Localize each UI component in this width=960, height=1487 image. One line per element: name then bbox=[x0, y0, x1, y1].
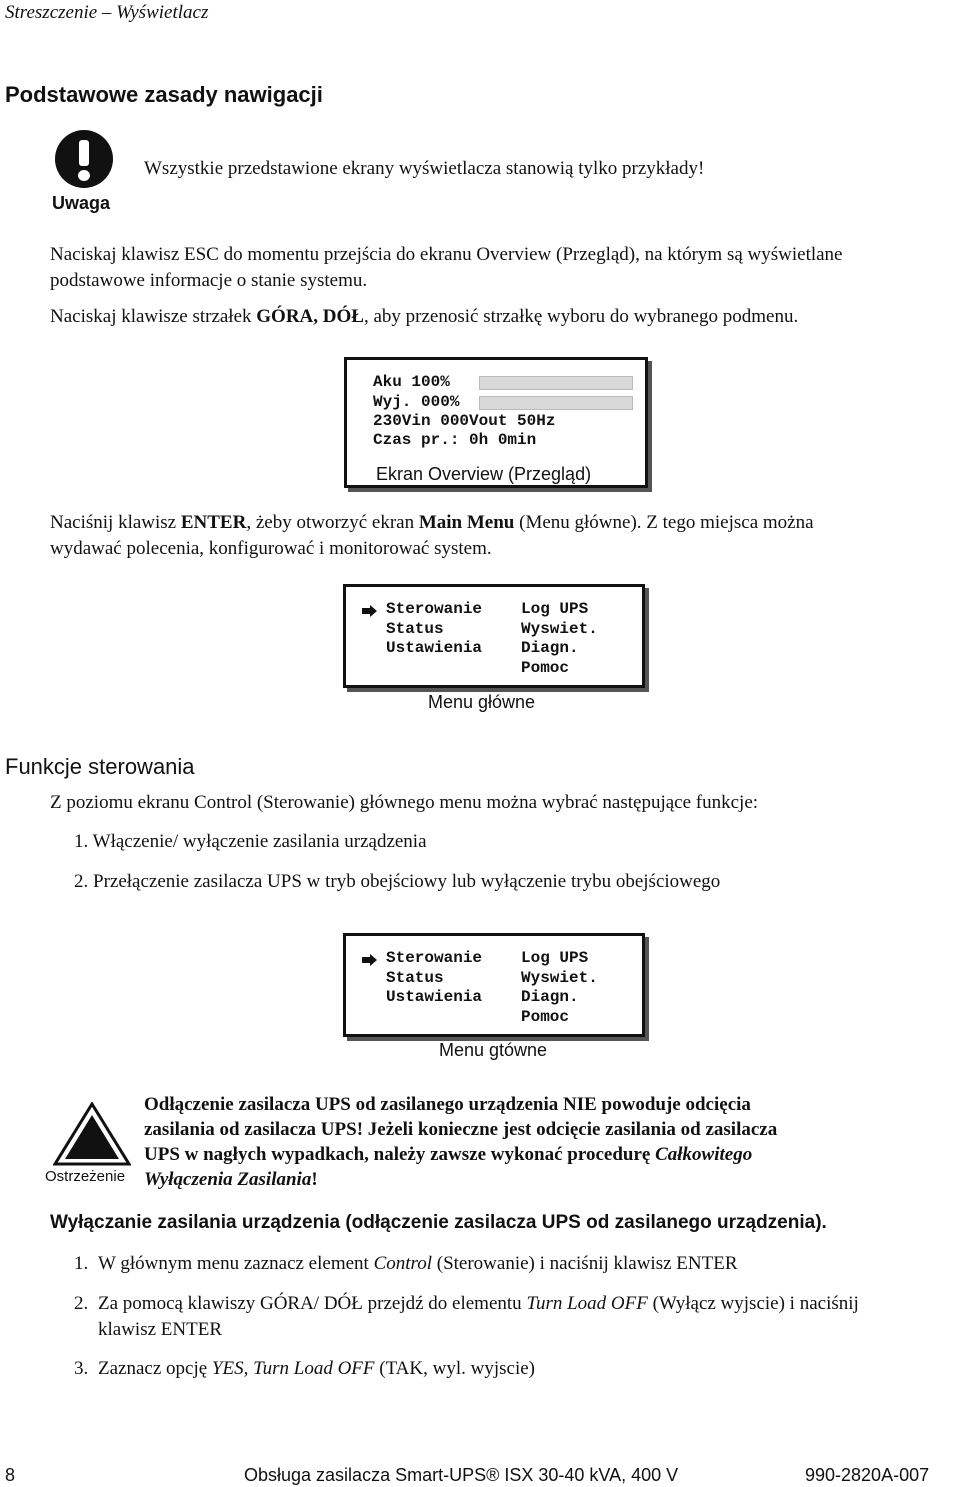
menu-item-sterowanie: Sterowanie bbox=[386, 949, 483, 967]
warning-label: Ostrzeżenie bbox=[45, 1168, 126, 1185]
warning-block bbox=[45, 1102, 135, 1192]
control-item-2: 2. Przełączenie zasilacza UPS w tryb obejściowy lub wyłączenie trybu obejściowego bbox=[74, 871, 721, 892]
main-menu-caption-1: Menu główne bbox=[428, 692, 536, 712]
paragraph-enter: Naciśnij klawisz ENTER, żeby otworzyć ekran Main Menu (Menu główne). Z tego miejsca można bbox=[50, 512, 814, 533]
paragraph-enter-line2: wydawać polecenia, konfigurować i monitorować system. bbox=[50, 538, 492, 559]
lcd-runtime-line: Czas pr.: 0h 0min bbox=[373, 431, 537, 449]
battery-level-bar bbox=[479, 376, 633, 390]
menu-item-sterowanie: Sterowanie bbox=[386, 600, 483, 618]
note-label: Uwaga bbox=[52, 193, 111, 213]
main-menu-caption-2: Menu gtówne bbox=[439, 1040, 548, 1060]
selection-arrow-icon bbox=[362, 954, 378, 966]
note-text: Wszystkie przedstawione ekrany wyświetlacza stanowią tylko przykłady! bbox=[144, 158, 705, 179]
menu-item-ustawienia: Ustawienia bbox=[386, 988, 483, 1006]
menu-item-log-ups: Log UPS bbox=[521, 949, 589, 967]
warning-triangle-icon bbox=[53, 1102, 131, 1166]
step-1-number: 1. bbox=[74, 1253, 89, 1274]
exclamation-icon bbox=[55, 130, 113, 188]
control-item-1: 1. Włączenie/ wyłączenie zasilania urządzenia bbox=[74, 831, 427, 852]
output-level-bar bbox=[479, 396, 633, 410]
footer-page-number: 8 bbox=[5, 1465, 16, 1485]
section-title-control: Funkcje sterowania bbox=[5, 754, 195, 779]
footer-title: Obsługa zasilacza Smart-UPS® ISX 30-40 kVA, 400 V bbox=[244, 1465, 679, 1485]
step-1-text: W głównym menu zaznacz element Control (Sterowanie) i naciśnij klawisz ENTER bbox=[98, 1253, 738, 1274]
menu-item-diagn: Diagn. bbox=[521, 639, 579, 657]
step-3-text: Zaznacz opcję YES, Turn Load OFF (TAK, wyl. wyjscie) bbox=[98, 1358, 535, 1379]
paragraph-esc-line1: Naciskaj klawisz ESC do momentu przejścia do ekranu Overview (Przegląd), na którym są wyświetlane bbox=[50, 244, 843, 265]
lcd-output-line: Wyj. 000% bbox=[373, 393, 460, 411]
note-block bbox=[52, 130, 122, 220]
lcd-voltage-line: 230Vin 000Vout 50Hz bbox=[373, 412, 556, 430]
main-menu-lcd-screen-1 bbox=[343, 584, 645, 688]
menu-item-pomoc: Pomoc bbox=[521, 1008, 570, 1026]
main-menu-lcd-screen-2 bbox=[343, 933, 645, 1037]
menu-item-pomoc: Pomoc bbox=[521, 659, 570, 677]
paragraph-esc-line2: podstawowe informacje o stanie systemu. bbox=[50, 270, 368, 291]
menu-item-status: Status bbox=[386, 620, 444, 638]
menu-item-ustawienia: Ustawienia bbox=[386, 639, 483, 657]
warning-line4: Wyłączenia Zasilania! bbox=[144, 1169, 318, 1190]
step-2-text-line2: klawisz ENTER bbox=[98, 1319, 223, 1340]
selection-arrow-icon bbox=[362, 605, 378, 617]
menu-item-diagn: Diagn. bbox=[521, 988, 579, 1006]
footer-doc-number: 990-2820A-007 bbox=[805, 1465, 930, 1485]
warning-line2: zasilania od zasilacza UPS! Jeżeli konieczne jest odcięcie zasilania od zasilacza bbox=[144, 1119, 778, 1140]
menu-item-wyswiet: Wyswiet. bbox=[521, 969, 598, 987]
step-3-number: 3. bbox=[74, 1358, 89, 1379]
section-title-navigation: Podstawowe zasady nawigacji bbox=[5, 82, 323, 107]
menu-item-wyswiet: Wyswiet. bbox=[521, 620, 598, 638]
section-title-load-off: Wyłączanie zasilania urządzenia (odłączenie zasilacza UPS od zasilanego urządzenia). bbox=[50, 1212, 827, 1233]
menu-item-status: Status bbox=[386, 969, 444, 987]
warning-line1: Odłączenie zasilacza UPS od zasilanego urządzenia NIE powoduje odcięcia bbox=[144, 1094, 751, 1115]
overview-caption: Ekran Overview (Przegląd) bbox=[376, 464, 592, 484]
lcd-battery-line: Aku 100% bbox=[373, 373, 450, 391]
paragraph-arrows: Naciskaj klawisze strzałek GÓRA, DÓŁ, aby przenosić strzałkę wyboru do wybranego podmenu. bbox=[50, 306, 799, 327]
menu-item-log-ups: Log UPS bbox=[521, 600, 589, 618]
running-header: Streszczenie – Wyświetlacz bbox=[5, 2, 209, 23]
step-2-number: 2. bbox=[74, 1293, 89, 1314]
step-2-text: Za pomocą klawiszy GÓRA/ DÓŁ przejdź do elementu Turn Load OFF (Wyłącz wyjscie) i naciśnij bbox=[98, 1293, 859, 1314]
warning-line3: UPS w nagłych wypadkach, należy zawsze wykonać procedurę Całkowitego bbox=[144, 1144, 753, 1165]
control-intro: Z poziomu ekranu Control (Sterowanie) głównego menu można wybrać następujące funkcje: bbox=[50, 792, 759, 813]
